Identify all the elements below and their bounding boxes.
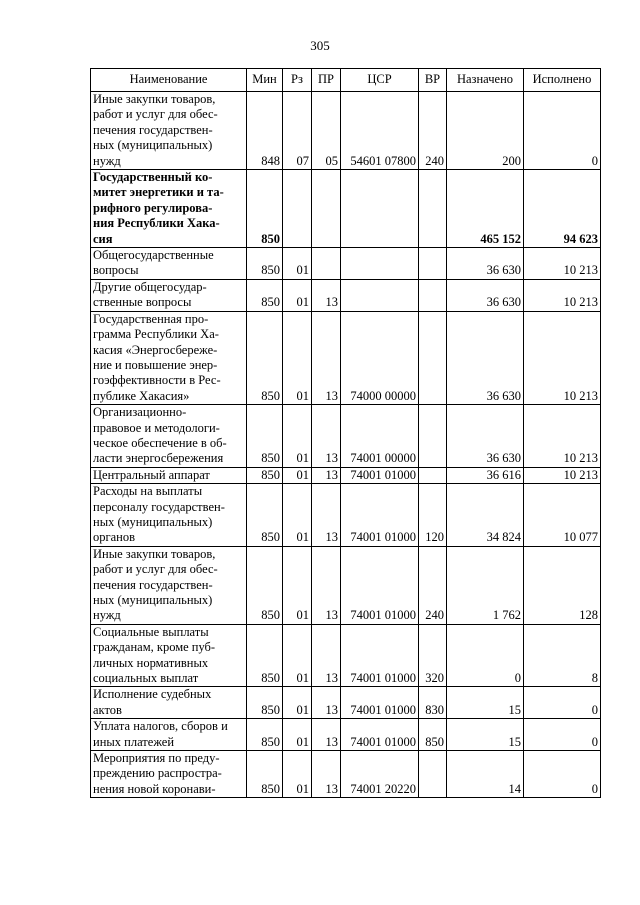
cell-csr: 74001 01000 [341, 624, 419, 687]
table-row [91, 467, 601, 483]
cell-rz: 01 [283, 687, 312, 719]
cell-vr: 830 [419, 687, 447, 719]
cell-min: 850 [247, 687, 283, 719]
cell-min: 850 [247, 311, 283, 404]
cell-rz: 07 [283, 92, 312, 170]
cell-name: Иные закупки товаров, работ и услуг для обес- печения государствен- ных (муниципальных) нужд [91, 92, 247, 170]
cell-rz: 01 [283, 405, 312, 468]
cell-vr: 240 [419, 92, 447, 170]
cell-rz: 01 [283, 467, 312, 483]
cell-csr: 74001 20220 [341, 751, 419, 798]
cell-executed: 0 [524, 751, 601, 798]
cell-name: Мероприятия по преду- преждению распростра- нения новой коронави- [91, 751, 247, 798]
cell-assigned: 1 762 [447, 546, 524, 624]
cell-csr: 74001 00000 [341, 405, 419, 468]
header-name: Наименование [91, 69, 247, 92]
cell-pr: 13 [312, 719, 341, 751]
cell-csr: 74001 01000 [341, 687, 419, 719]
table-row [91, 546, 601, 624]
cell-name: Общегосударственные вопросы [91, 248, 247, 280]
header-assigned: Назначено [447, 69, 524, 92]
cell-name: Уплата налогов, сборов и иных платежей [91, 719, 247, 751]
cell-rz: 01 [283, 311, 312, 404]
cell-csr [341, 170, 419, 248]
cell-assigned: 36 630 [447, 311, 524, 404]
cell-min: 850 [247, 624, 283, 687]
cell-executed: 0 [524, 92, 601, 170]
cell-executed: 8 [524, 624, 601, 687]
table-row [91, 92, 601, 170]
cell-rz: 01 [283, 719, 312, 751]
cell-min: 850 [247, 546, 283, 624]
cell-vr [419, 467, 447, 483]
cell-min: 850 [247, 467, 283, 483]
page-number: 305 [310, 38, 330, 53]
cell-rz [283, 170, 312, 248]
cell-name: Другие общегосудар- ственные вопросы [91, 279, 247, 311]
table-row [91, 279, 601, 311]
cell-vr [419, 248, 447, 280]
cell-pr: 13 [312, 484, 341, 547]
cell-assigned: 465 152 [447, 170, 524, 248]
cell-name: Государственная про- грамма Республики Ха- касия «Энергосбереже- ние и повышение энер- гоэффективности в Рес- публике Хакасия» [91, 311, 247, 404]
cell-min: 850 [247, 279, 283, 311]
table-row [91, 624, 601, 687]
cell-pr: 13 [312, 311, 341, 404]
cell-vr: 120 [419, 484, 447, 547]
cell-csr: 74001 01000 [341, 546, 419, 624]
cell-name: Социальные выплаты гражданам, кроме пуб- личных нормативных социальных выплат [91, 624, 247, 687]
cell-assigned: 36 630 [447, 405, 524, 468]
cell-csr: 74000 00000 [341, 311, 419, 404]
cell-pr: 13 [312, 405, 341, 468]
cell-min: 850 [247, 405, 283, 468]
cell-executed: 10 213 [524, 467, 601, 483]
cell-executed: 10 077 [524, 484, 601, 547]
cell-name: Расходы на выплаты персоналу государствен- ных (муниципальных) органов [91, 484, 247, 547]
cell-csr: 54601 07800 [341, 92, 419, 170]
cell-pr: 13 [312, 624, 341, 687]
cell-name: Организационно- правовое и методологи- ческое обеспечение в об- ласти энергосбережения [91, 405, 247, 468]
cell-executed: 94 623 [524, 170, 601, 248]
table-row [91, 170, 601, 248]
cell-pr: 13 [312, 467, 341, 483]
cell-vr: 850 [419, 719, 447, 751]
cell-pr [312, 170, 341, 248]
table-row [91, 405, 601, 468]
header-vr: ВР [419, 69, 447, 92]
cell-min: 848 [247, 92, 283, 170]
cell-min: 850 [247, 719, 283, 751]
cell-assigned: 34 824 [447, 484, 524, 547]
cell-executed: 0 [524, 687, 601, 719]
cell-vr [419, 405, 447, 468]
cell-rz: 01 [283, 751, 312, 798]
cell-vr [419, 311, 447, 404]
cell-name: Государственный ко- митет энергетики и та- рифного регулирова- ния Республики Хака- сия [91, 170, 247, 248]
cell-assigned: 15 [447, 687, 524, 719]
header-csr: ЦСР [341, 69, 419, 92]
cell-pr: 13 [312, 279, 341, 311]
table-header-row [91, 69, 601, 92]
cell-assigned: 36 630 [447, 279, 524, 311]
cell-pr: 13 [312, 687, 341, 719]
table-row [91, 751, 601, 798]
cell-assigned: 36 630 [447, 248, 524, 280]
table-row [91, 687, 601, 719]
cell-min: 850 [247, 170, 283, 248]
cell-vr [419, 170, 447, 248]
cell-name: Центральный аппарат [91, 467, 247, 483]
cell-min: 850 [247, 248, 283, 280]
cell-pr: 13 [312, 546, 341, 624]
cell-name: Исполнение судебных актов [91, 687, 247, 719]
cell-assigned: 36 616 [447, 467, 524, 483]
table-row [91, 719, 601, 751]
cell-rz: 01 [283, 624, 312, 687]
table-row [91, 248, 601, 280]
cell-vr: 320 [419, 624, 447, 687]
cell-min: 850 [247, 751, 283, 798]
cell-vr [419, 751, 447, 798]
cell-name: Иные закупки товаров, работ и услуг для обес- печения государствен- ных (муниципальных) нужд [91, 546, 247, 624]
cell-executed: 10 213 [524, 279, 601, 311]
cell-csr: 74001 01000 [341, 719, 419, 751]
cell-assigned: 0 [447, 624, 524, 687]
header-rz: Рз [283, 69, 312, 92]
cell-rz: 01 [283, 546, 312, 624]
cell-vr: 240 [419, 546, 447, 624]
cell-executed: 10 213 [524, 405, 601, 468]
cell-rz: 01 [283, 248, 312, 280]
cell-assigned: 200 [447, 92, 524, 170]
header-pr: ПР [312, 69, 341, 92]
cell-pr: 13 [312, 751, 341, 798]
cell-pr [312, 248, 341, 280]
cell-csr [341, 248, 419, 280]
table-body [91, 92, 601, 798]
table-row [91, 484, 601, 547]
header-executed: Исполнено [524, 69, 601, 92]
cell-min: 850 [247, 484, 283, 547]
cell-csr: 74001 01000 [341, 467, 419, 483]
cell-csr: 74001 01000 [341, 484, 419, 547]
table-row [91, 311, 601, 404]
cell-csr [341, 279, 419, 311]
budget-table [90, 68, 601, 798]
cell-assigned: 14 [447, 751, 524, 798]
cell-rz: 01 [283, 484, 312, 547]
cell-assigned: 15 [447, 719, 524, 751]
cell-executed: 10 213 [524, 248, 601, 280]
cell-executed: 0 [524, 719, 601, 751]
cell-executed: 128 [524, 546, 601, 624]
header-min: Мин [247, 69, 283, 92]
cell-pr: 05 [312, 92, 341, 170]
cell-vr [419, 279, 447, 311]
cell-executed: 10 213 [524, 311, 601, 404]
cell-rz: 01 [283, 279, 312, 311]
